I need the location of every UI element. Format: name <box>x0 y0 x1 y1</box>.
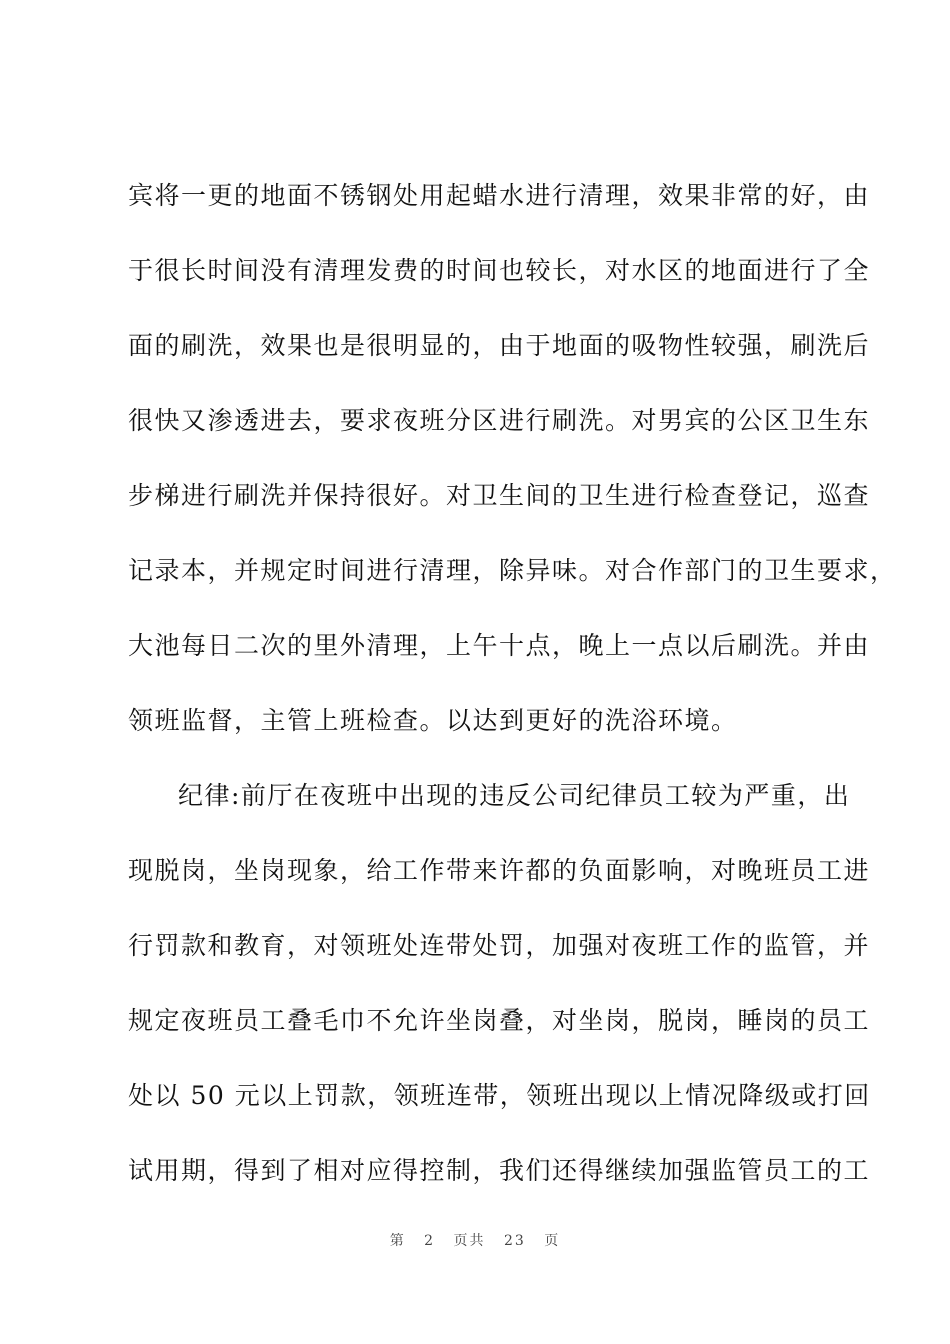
footer-prefix: 第 <box>389 1233 406 1249</box>
page-footer <box>0 1230 950 1250</box>
body-line-5: 步梯进行刷洗并保持很好。对卫生间的卫生进行检查登记，巡查 <box>128 481 871 510</box>
body-line-6: 记录本，并规定时间进行清理，除异味。对合作部门的卫生要求， <box>128 556 897 585</box>
body-line-14: 试用期，得到了相对应得控制，我们还得继续加强监管员工的工 <box>128 1156 871 1185</box>
body-line-13: 处以 50 元以上罚款，领班连带，领班出现以上情况降级或打回 <box>128 1081 871 1110</box>
body-line-10: 现脱岗，坐岗现象，给工作带来许都的负面影响，对晚班员工进 <box>128 856 871 885</box>
body-line-2: 于很长时间没有清理发费的时间也较长，对水区的地面进行了全 <box>128 256 871 285</box>
body-line-9: 纪律:前厅在夜班中出现的违反公司纪律员工较为严重，出 <box>178 781 851 810</box>
footer-page-number: 2 <box>424 1233 436 1249</box>
body-line-4: 很快又渗透进去，要求夜班分区进行刷洗。对男宾的公区卫生东 <box>128 406 871 435</box>
body-line-11: 行罚款和教育，对领班处连带处罚，加强对夜班工作的监管，并 <box>128 931 871 960</box>
body-line-12: 规定夜班员工叠毛巾不允许坐岗叠，对坐岗，脱岗，睡岗的员工 <box>128 1006 871 1035</box>
footer-middle: 页共 <box>453 1233 486 1249</box>
body-line-7: 大池每日二次的里外清理，上午十点，晚上一点以后刷洗。并由 <box>128 631 871 660</box>
footer-total-pages: 23 <box>504 1233 526 1249</box>
footer-suffix: 页 <box>544 1233 561 1249</box>
body-line-1: 宾将一更的地面不锈钢处用起蜡水进行清理，效果非常的好，由 <box>128 181 871 210</box>
body-line-8: 领班监督，主管上班检查。以达到更好的洗浴环境。 <box>128 706 738 735</box>
body-line-3: 面的刷洗，效果也是很明显的，由于地面的吸物性较强，刷洗后 <box>128 331 871 360</box>
